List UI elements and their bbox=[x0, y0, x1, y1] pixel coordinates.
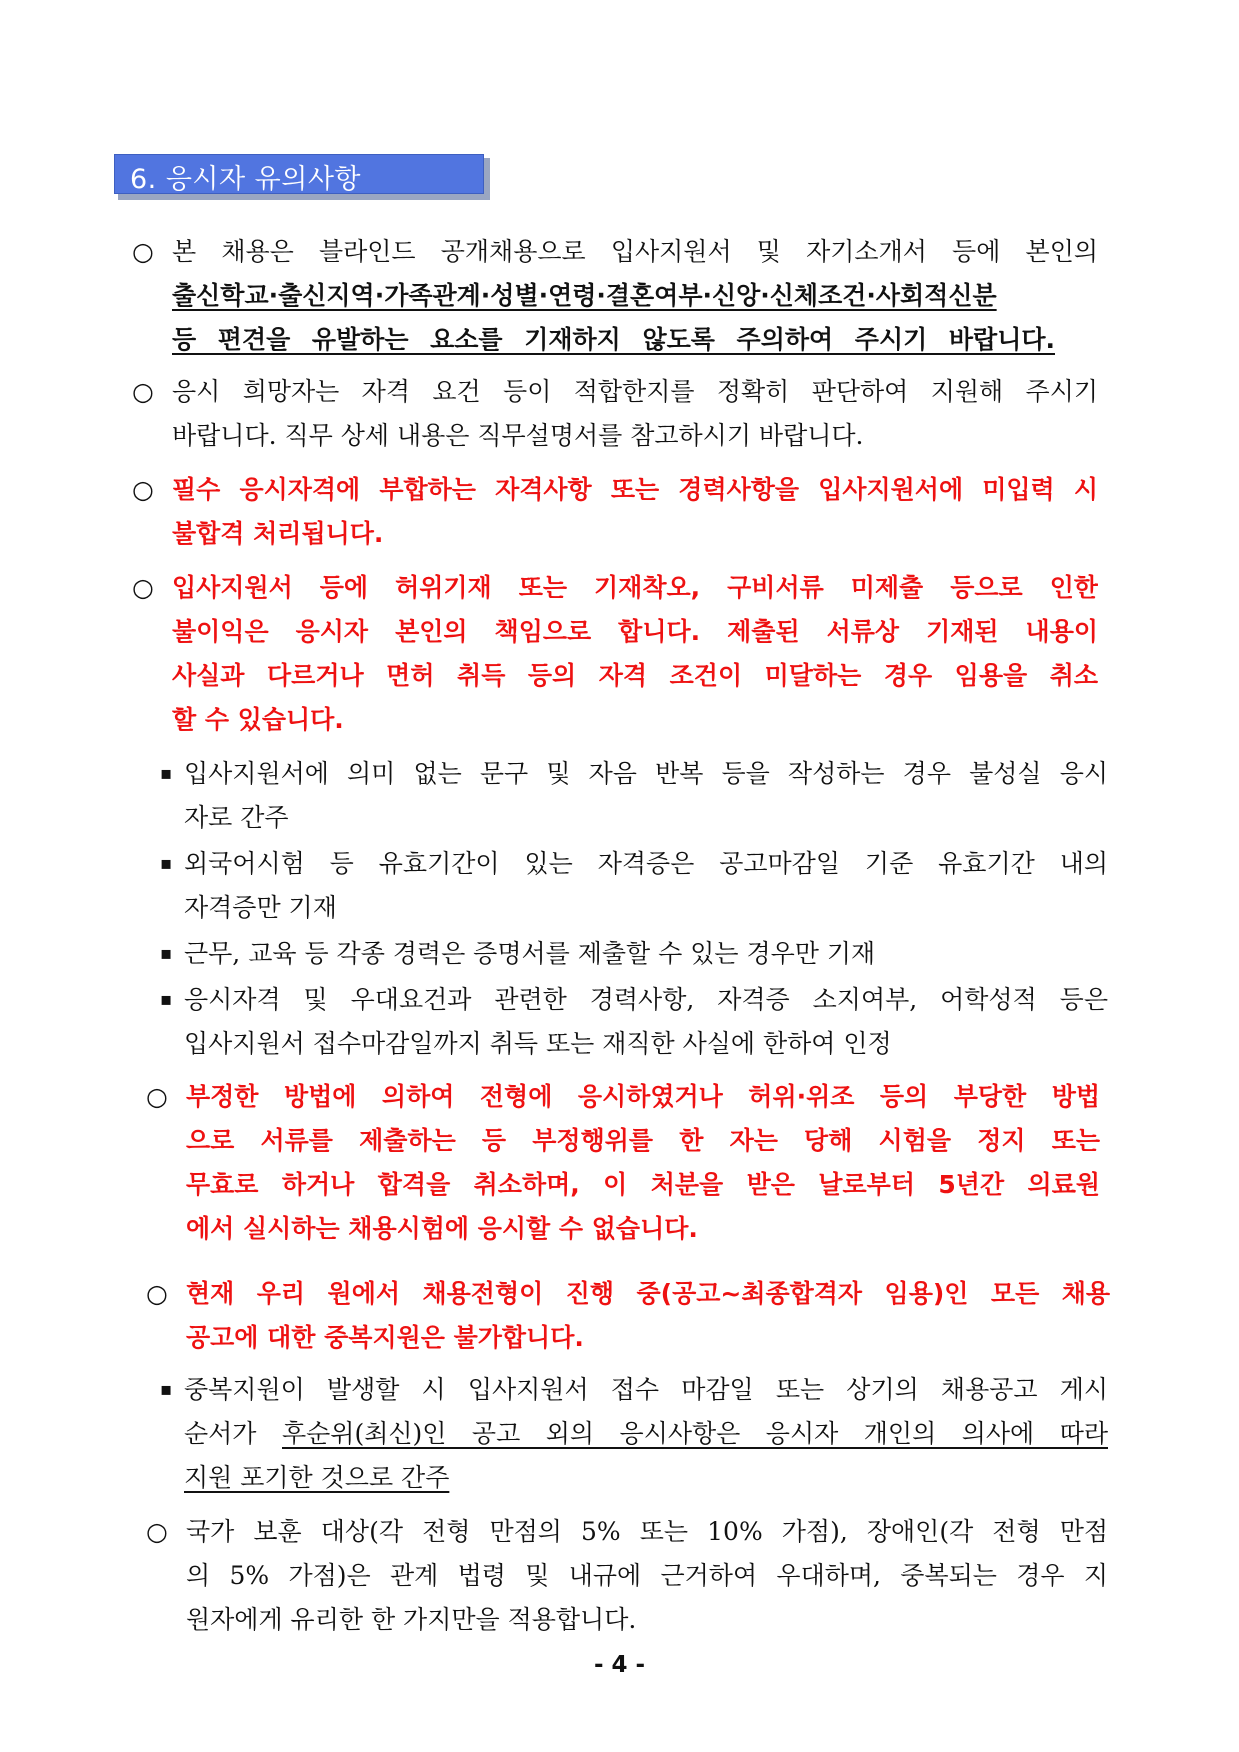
text-line-warning: 사실과 다르거나 면허 취득 등의 자격 조건이 미달하는 경우 임용을 취소 bbox=[172, 661, 1098, 690]
text-line: 입사지원서 접수마감일까지 취득 또는 재직한 사실에 한하여 인정 bbox=[184, 1029, 892, 1058]
text-line-warning: 부정한 방법에 의하여 전형에 응시하였거나 허위·위조 등의 부당한 방법 bbox=[186, 1082, 1100, 1111]
section-title: 6. 응시자 유의사항 bbox=[130, 164, 361, 195]
circle-bullet-icon: ○ bbox=[132, 475, 154, 504]
text-line: 국가 보훈 대상(각 전형 만점의 5% 또는 10% 가점), 장애인(각 전형 만점 bbox=[186, 1517, 1108, 1546]
circle-bullet-icon: ○ bbox=[146, 1517, 168, 1546]
square-bullet-icon: ▪ bbox=[160, 989, 173, 1010]
text-line: 순서가 bbox=[184, 1419, 257, 1448]
text-line-warning: 현재 우리 원에서 채용전형이 진행 중(공고~최종합격자 임용)인 모든 채용 bbox=[186, 1279, 1110, 1308]
text-line-warning: 으로 서류를 제출하는 등 부정행위를 한 자는 당해 시험을 정지 또는 bbox=[186, 1126, 1100, 1155]
page-number: - 4 - bbox=[593, 1652, 646, 1678]
text-line: 응시 희망자는 자격 요건 등이 적합한지를 정확히 판단하여 지원해 주시기 bbox=[172, 377, 1098, 406]
text-line: 자격증만 기재 bbox=[184, 893, 337, 922]
square-bullet-icon: ▪ bbox=[160, 853, 173, 874]
section-header bbox=[114, 154, 490, 200]
text-line-warning: 입사지원서 등에 허위기재 또는 기재착오, 구비서류 미제출 등으로 인한 bbox=[172, 573, 1098, 602]
text-line: 원자에게 유리한 한 가지만을 적용합니다. bbox=[186, 1605, 637, 1634]
text-line-underlined: 지원 포기한 것으로 간주 bbox=[184, 1463, 450, 1492]
text-line: 중복지원이 발생할 시 입사지원서 접수 마감일 또는 상기의 채용공고 게시 bbox=[184, 1375, 1108, 1404]
text-line: 자로 간주 bbox=[184, 803, 289, 832]
square-bullet-icon: ▪ bbox=[160, 943, 173, 964]
text-line: 응시자격 및 우대요건과 관련한 경력사항, 자격증 소지여부, 어학성적 등은 bbox=[184, 985, 1108, 1014]
text-line-emphasis: 등 편견을 유발하는 요소를 기재하지 않도록 주의하여 주시기 바랍니다. bbox=[172, 325, 1055, 354]
text-line: 외국어시험 등 유효기간이 있는 자격증은 공고마감일 기준 유효기간 내의 bbox=[184, 849, 1108, 878]
circle-bullet-icon: ○ bbox=[146, 1279, 168, 1308]
square-bullet-icon: ▪ bbox=[160, 763, 173, 784]
text-line: 바랍니다. 직무 상세 내용은 직무설명서를 참고하시기 바랍니다. bbox=[172, 421, 864, 450]
text-line-warning: 필수 응시자격에 부합하는 자격사항 또는 경력사항을 입사지원서에 미입력 시 bbox=[172, 475, 1098, 504]
text-line-emphasis: 출신학교·출신지역·가족관계·성별·연령·결혼여부·신앙·신체조건·사회적신분 bbox=[172, 281, 997, 310]
text-line-warning: 무효로 하거나 합격을 취소하며, 이 처분을 받은 날로부터 5년간 의료원 bbox=[186, 1170, 1100, 1199]
text-line-warning: 불합격 처리됩니다. bbox=[172, 519, 384, 548]
circle-bullet-icon: ○ bbox=[146, 1082, 168, 1111]
text-line-underlined: 후순위(최신)인 공고 외의 응시사항은 응시자 개인의 의사에 따라 bbox=[282, 1419, 1108, 1448]
text-line: 입사지원서에 의미 없는 문구 및 자음 반복 등을 작성하는 경우 불성실 응시 bbox=[184, 759, 1108, 788]
text-line-warning: 할 수 있습니다. bbox=[172, 705, 344, 734]
circle-bullet-icon: ○ bbox=[132, 237, 154, 266]
text-line: 의 5% 가점)은 관계 법령 및 내규에 근거하여 우대하며, 중복되는 경우 지 bbox=[186, 1561, 1108, 1590]
text-line-warning: 불이익은 응시자 본인의 책임으로 합니다. 제출된 서류상 기재된 내용이 bbox=[172, 617, 1098, 646]
text-line-warning: 공고에 대한 중복지원은 불가합니다. bbox=[186, 1323, 584, 1352]
square-bullet-icon: ▪ bbox=[160, 1379, 173, 1400]
text-line-warning: 에서 실시하는 채용시험에 응시할 수 없습니다. bbox=[186, 1214, 698, 1243]
text-line: 본 채용은 블라인드 공개채용으로 입사지원서 및 자기소개서 등에 본인의 bbox=[172, 237, 1098, 266]
text-line: 근무, 교육 등 각종 경력은 증명서를 제출할 수 있는 경우만 기재 bbox=[184, 939, 876, 968]
circle-bullet-icon: ○ bbox=[132, 377, 154, 406]
circle-bullet-icon: ○ bbox=[132, 573, 154, 602]
